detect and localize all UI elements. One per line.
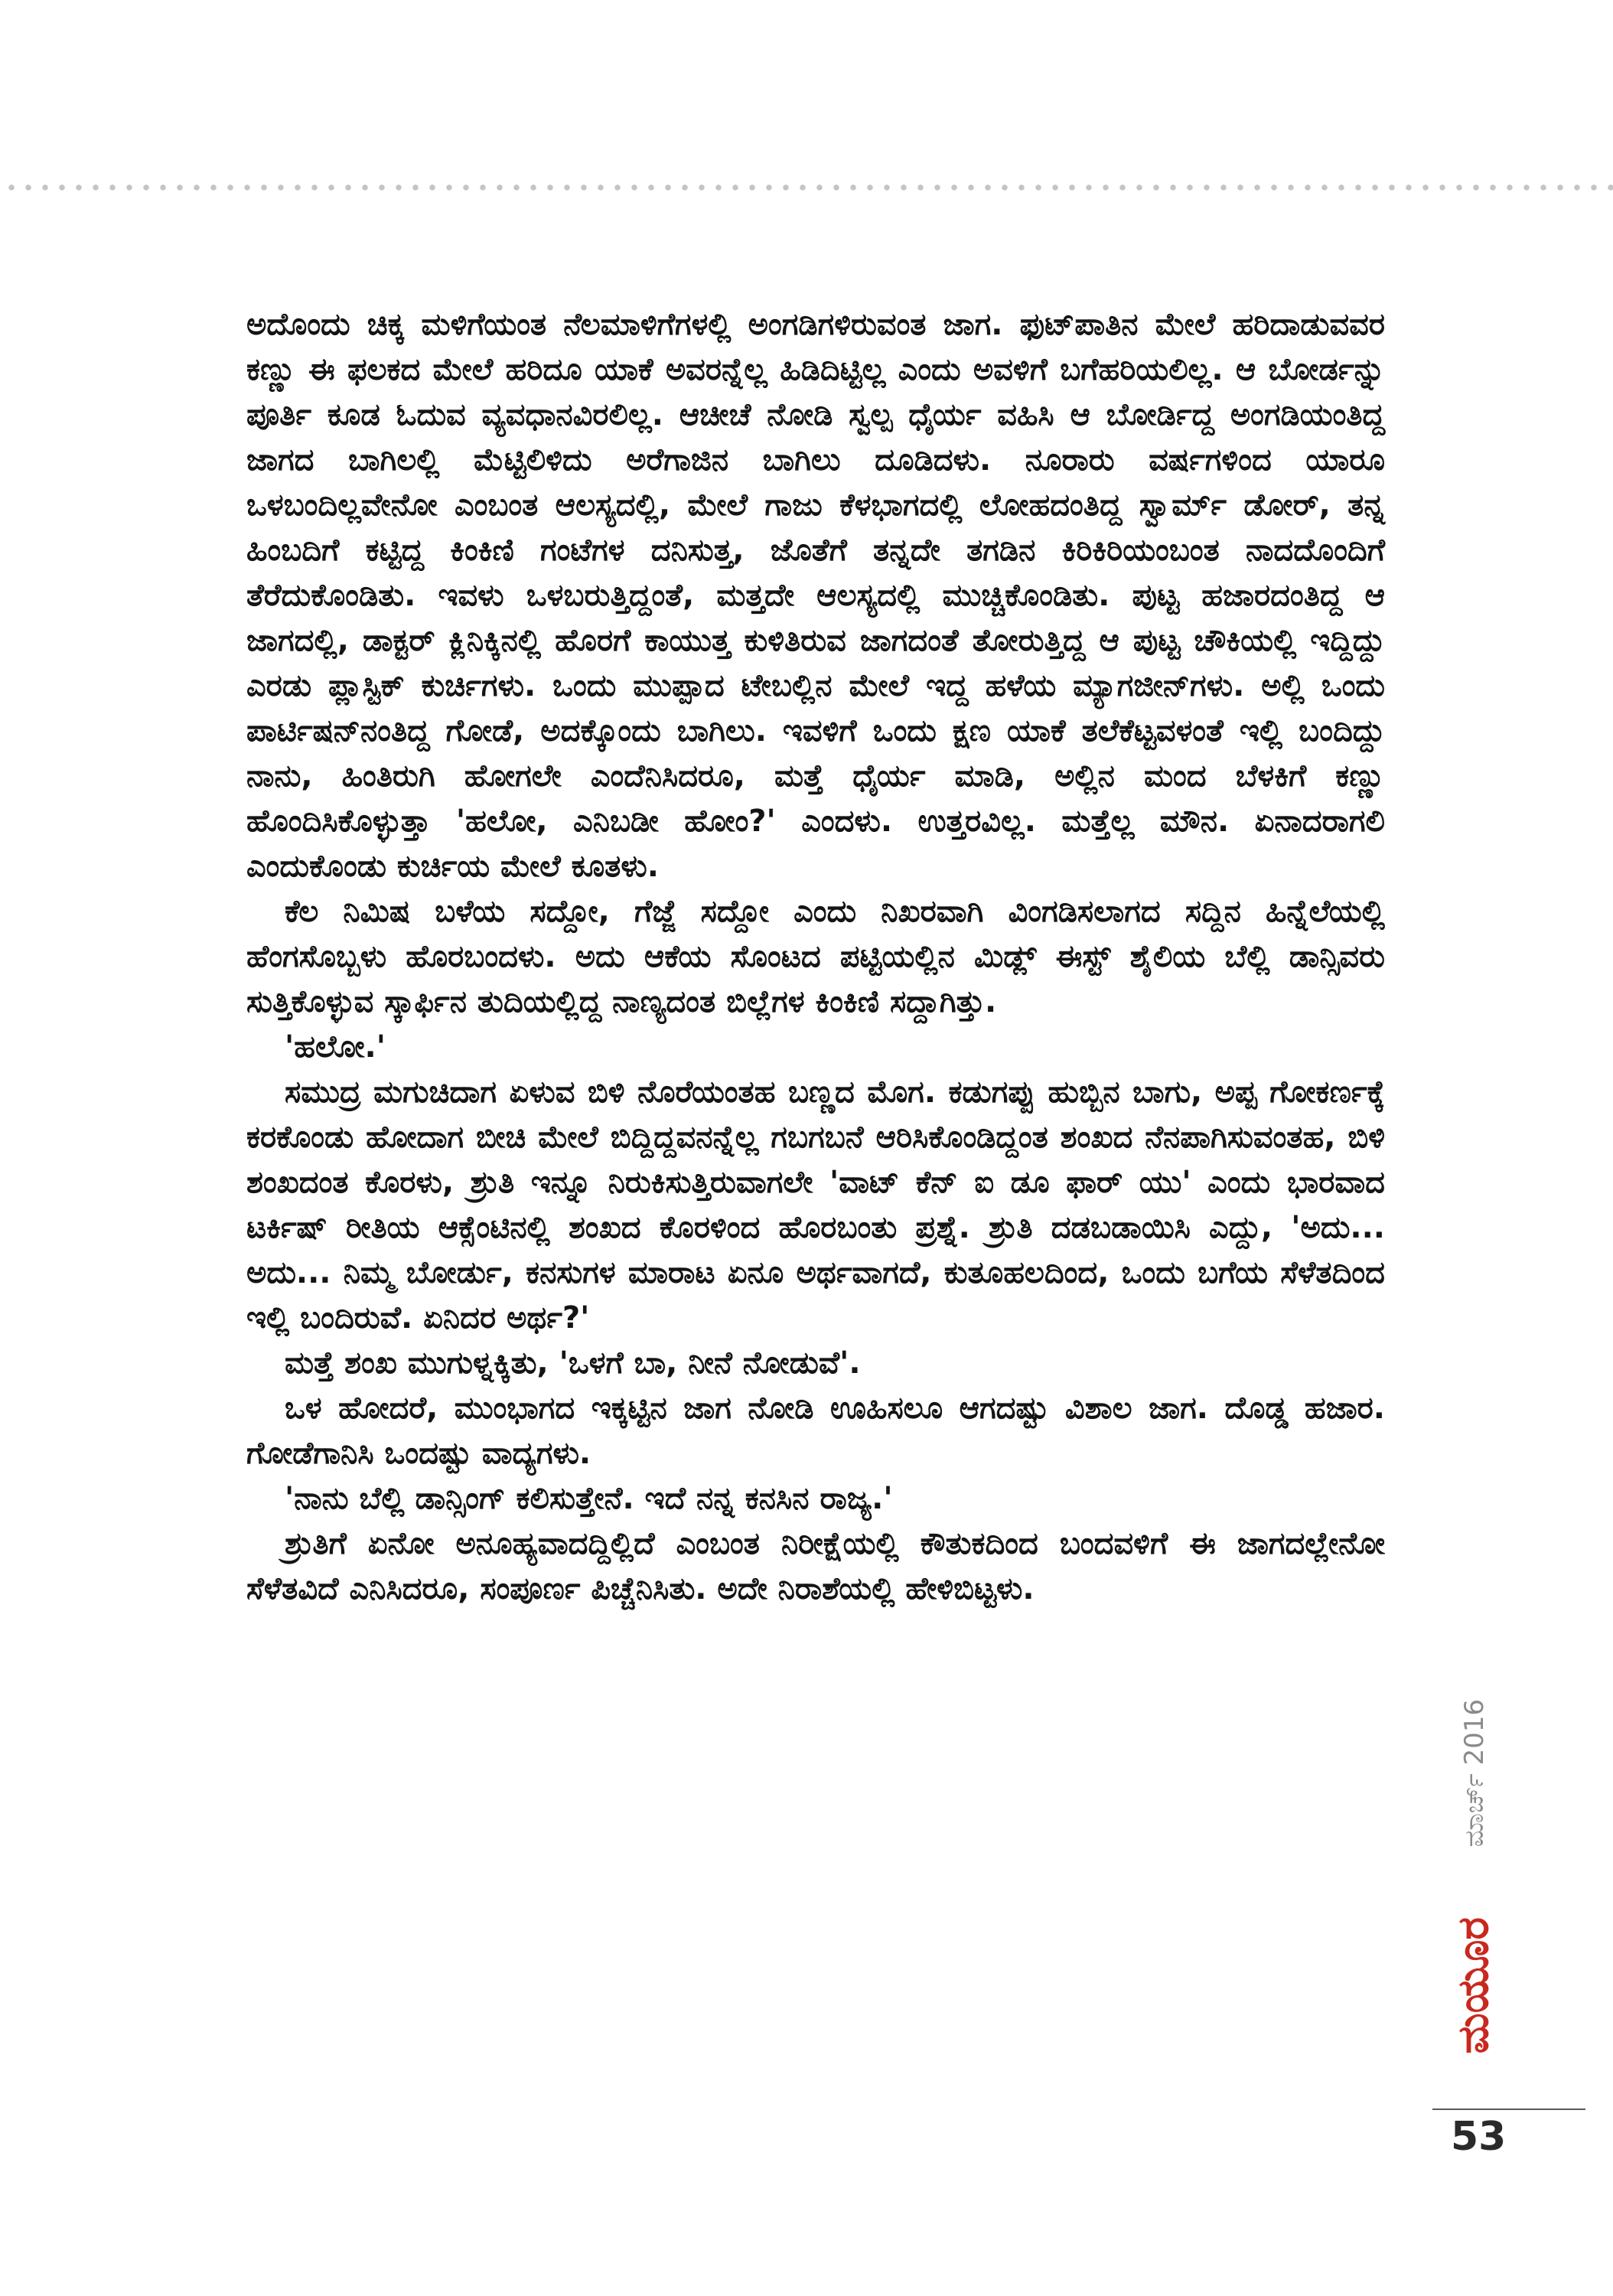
- article-paragraph-3: 'ಹಲೋ.': [285, 1029, 386, 1065]
- page-number-rule: [1432, 2108, 1585, 2110]
- article-paragraph-5: ಮತ್ತೆ ಶಂಖ ಮುಗುಳ್ನಕ್ಕಿತು, 'ಒಳಗೆ ಬಾ, ನೀನೆ ನೋಡುವೆ'.: [285, 1345, 861, 1381]
- page-number: 53: [1451, 2114, 1507, 2160]
- article-body: [246, 302, 1385, 1612]
- magazine-logo: ಮಯೂರ: [1448, 1917, 1498, 2054]
- article-paragraph-6: ಒಳ ಹೋದರೆ, ಮುಂಭಾಗದ ಇಕ್ಕಟ್ಟಿನ ಜಾಗ ನೋಡಿ ಊಹಿಸಲೂ ಆಗದಷ್ಟು ವಿಶಾಲ ಜಾಗ. ದೊಡ್ಡ ಹಜಾರ. ಗೋಡೆಗಾನಿಸಿ ಒಂದಷ್ಟು ವಾದ್ಯಗಳು.: [246, 1391, 1385, 1471]
- article-paragraph-7: 'ನಾನು ಬೆಲ್ಲಿ ಡಾನ್ಸಿಂಗ್ ಕಲಿಸುತ್ತೇನೆ. ಇದೆ ನನ್ನ ಕನಸಿನ ರಾಜ್ಯ.': [285, 1481, 893, 1516]
- article-paragraph-2: ಕೆಲ ನಿಮಿಷ ಬಳೆಯ ಸದ್ದೋ, ಗೆಜ್ಜೆ ಸದ್ದೋ ಎಂದು ನಿಖರವಾಗಿ ವಿಂಗಡಿಸಲಾಗದ ಸದ್ದಿನ ಹಿನ್ನೆಲೆಯಲ್ಲಿ ಹೆಂಗಸೊಬ್ಬಳು ಹೊರಬಂದಳು. ಅದು ಆಕೆಯ ಸೊಂಟದ ಪಟ್ಟಿಯಲ್ಲಿನ ಮಿಡ್ಲ್ ಈಸ್ಟ್ ಶೈಲಿಯ ಬೆಲ್ಲಿ ಡಾನ್ಸಿವರು ಸುತ್ತಿಕೊಳ್ಳುವ ಸ್ಕಾರ್ಫಿನ ತುದಿಯಲ್ಲಿದ್ದ ನಾಣ್ಯದಂತ ಬಿಲ್ಲೆಗಳ ಕಿಂಕಿಣಿ ಸದ್ದಾಗಿತ್ತು.: [246, 894, 1385, 1019]
- article-paragraph-8: ಶ್ರುತಿಗೆ ಏನೋ ಅನೂಹ್ಯವಾದದ್ದಿಲ್ಲಿದೆ ಎಂಬಂತ ನಿರೀಕ್ಷೆಯಲ್ಲಿ ಕೌತುಕದಿಂದ ಬಂದವಳಿಗೆ ಈ ಜಾಗದಲ್ಲೇನೋ ಸೆಳೆತವಿದೆ ಎನಿಸಿದರೂ, ಸಂಪೂರ್ಣ ಪಿಚ್ಚೆನಿಸಿತು. ಅದೇ ನಿರಾಶೆಯಲ್ಲಿ ಹೇಳಿಬಿಟ್ಟಳು.: [246, 1526, 1385, 1606]
- dotted-top-rule: [0, 182, 1613, 193]
- article-paragraph-4: ಸಮುದ್ರ ಮಗುಚಿದಾಗ ಏಳುವ ಬಿಳಿ ನೊರೆಯಂತಹ ಬಣ್ಣದ ಮೊಗ. ಕಡುಗಪ್ಪು ಹುಬ್ಬಿನ ಬಾಗು, ಅಪ್ಪ ಗೋಕರ್ಣಕ್ಕೆ ಕರಕೊಂಡು ಹೋದಾಗ ಬೀಚಿ ಮೇಲೆ ಬಿದ್ದಿದ್ದವನನ್ನೆಲ್ಲ ಗಬಗಬನೆ ಆರಿಸಿಕೊಂಡಿದ್ದಂತ ಶಂಖದ ನೆನಪಾಗಿಸುವಂತಹ, ಬಿಳಿ ಶಂಖದಂತ ಕೊರಳು, ಶ್ರುತಿ ಇನ್ನೂ ನಿರುಕಿಸುತ್ತಿರುವಾಗಲೇ 'ವಾಟ್ ಕೆನ್ ಐ ಡೂ ಫಾರ್ ಯು' ಎಂದು ಭಾರವಾದ ಟರ್ಕಿಷ್ ರೀತಿಯ ಆಕ್ಸೆಂಟಿನಲ್ಲಿ ಶಂಖದ ಕೊರಳಿಂದ ಹೊರಬಂತು ಪ್ರಶ್ನೆ. ಶ್ರುತಿ ದಡಬಡಾಯಿಸಿ ಎದ್ದು, 'ಅದು... ಅದು... ನಿಮ್ಮ ಬೋರ್ಡು, ಕನಸುಗಳ ಮಾರಾಟ ಏನೂ ಅರ್ಥವಾಗದೆ, ಕುತೂಹಲದಿಂದ, ಒಂದು ಬಗೆಯ ಸೆಳೆತದಿಂದ ಇಲ್ಲಿ ಬಂದಿರುವೆ. ಏನಿದರ ಅರ್ಥ?': [246, 1075, 1385, 1336]
- issue-date: ಮಾರ್ಚ್ 2016: [1459, 1699, 1490, 1848]
- article-paragraph-1: ಅದೊಂದು ಚಿಕ್ಕ ಮಳಿಗೆಯಂತ ನೆಲಮಾಳಿಗೆಗಳಲ್ಲಿ ಅಂಗಡಿಗಳಿರುವಂತ ಜಾಗ. ಫುಟ್‌ಪಾತಿನ ಮೇಲೆ ಹರಿದಾಡುವವರ ಕಣ್ಣು ಈ ಫಲಕದ ಮೇಲೆ ಹರಿದೂ ಯಾಕೆ ಅವರನ್ನೆಲ್ಲ ಹಿಡಿದಿಟ್ಟಿಲ್ಲ ಎಂದು ಅವಳಿಗೆ ಬಗೆಹರಿಯಲಿಲ್ಲ. ಆ ಬೋರ್ಡನ್ನು ಪೂರ್ತಿ ಕೂಡ ಓದುವ ವ್ಯವಧಾನವಿರಲಿಲ್ಲ. ಆಚೀಚೆ ನೋಡಿ ಸ್ವಲ್ಪ ಧೈರ್ಯ ವಹಿಸಿ ಆ ಬೋರ್ಡಿದ್ದ ಅಂಗಡಿಯಂತಿದ್ದ ಜಾಗದ ಬಾಗಿಲಲ್ಲಿ ಮೆಟ್ಟಿಲಿಳಿದು ಅರೆಗಾಜಿನ ಬಾಗಿಲು ದೂಡಿದಳು. ನೂರಾರು ವರ್ಷಗಳಿಂದ ಯಾರೂ ಒಳಬಂದಿಲ್ಲವೇನೋ ಎಂಬಂತ ಆಲಸ್ಯದಲ್ಲಿ, ಮೇಲೆ ಗಾಜು ಕೆಳಭಾಗದಲ್ಲಿ ಲೋಹದಂತಿದ್ದ ಸ್ವಾರ್ಮ್ ಡೋರ್, ತನ್ನ ಹಿಂಬದಿಗೆ ಕಟ್ಟಿದ್ದ ಕಿಂಕಿಣಿ ಗಂಟೆಗಳ ದನಿಸುತ್ತ, ಜೊತೆಗೆ ತನ್ನದೇ ತಗಡಿನ ಕಿರಿಕಿರಿಯಂಬಂತ ನಾದದೊಂದಿಗೆ ತೆರೆದುಕೊಂಡಿತು. ಇವಳು ಒಳಬರುತ್ತಿದ್ದಂತೆ, ಮತ್ತದೇ ಆಲಸ್ಯದಲ್ಲಿ ಮುಚ್ಚಿಕೊಂಡಿತು. ಪುಟ್ಟ ಹಜಾರದಂತಿದ್ದ ಆ ಜಾಗದಲ್ಲಿ, ಡಾಕ್ಟರ್ ಕ್ಲಿನಿಕ್ಕಿನಲ್ಲಿ ಹೊರಗೆ ಕಾಯುತ್ತ ಕುಳಿತಿರುವ ಜಾಗದಂತೆ ತೋರುತ್ತಿದ್ದ ಆ ಪುಟ್ಟ ಚೌಕಿಯಲ್ಲಿ ಇದ್ದಿದ್ದು ಎರಡು ಪ್ಲಾಸ್ಟಿಕ್ ಕುರ್ಚಿಗಳು. ಒಂದು ಮುಪ್ಪಾದ ಟೇಬಲ್ಲಿನ ಮೇಲೆ ಇದ್ದ ಹಳೆಯ ಮ್ಯಾಗಜೀನ್‌ಗಳು. ಅಲ್ಲಿ ಒಂದು ಪಾರ್ಟಿಷನ್‌ನಂತಿದ್ದ ಗೋಡೆ, ಅದಕ್ಕೊಂದು ಬಾಗಿಲು. ಇವಳಿಗೆ ಒಂದು ಕ್ಷಣ ಯಾಕೆ ತಲೆಕೆಟ್ಟವಳಂತೆ ಇಲ್ಲಿ ಬಂದಿದ್ದು ನಾನು, ಹಿಂತಿರುಗಿ ಹೋಗಲೇ ಎಂದೆನಿಸಿದರೂ, ಮತ್ತೆ ಧೈರ್ಯ ಮಾಡಿ, ಅಲ್ಲಿನ ಮಂದ ಬೆಳಕಿಗೆ ಕಣ್ಣು ಹೊಂದಿಸಿಕೊಳ್ಳುತ್ತಾ 'ಹಲೋ, ಎನಿಬಡೀ ಹೋಂ?' ಎಂದಳು. ಉತ್ತರವಿಲ್ಲ. ಮತ್ತೆಲ್ಲ ಮೌನ. ಏನಾದರಾಗಲಿ ಎಂದುಕೊಂಡು ಕುರ್ಚಿಯ ಮೇಲೆ ಕೂತಳು.: [246, 307, 1385, 884]
